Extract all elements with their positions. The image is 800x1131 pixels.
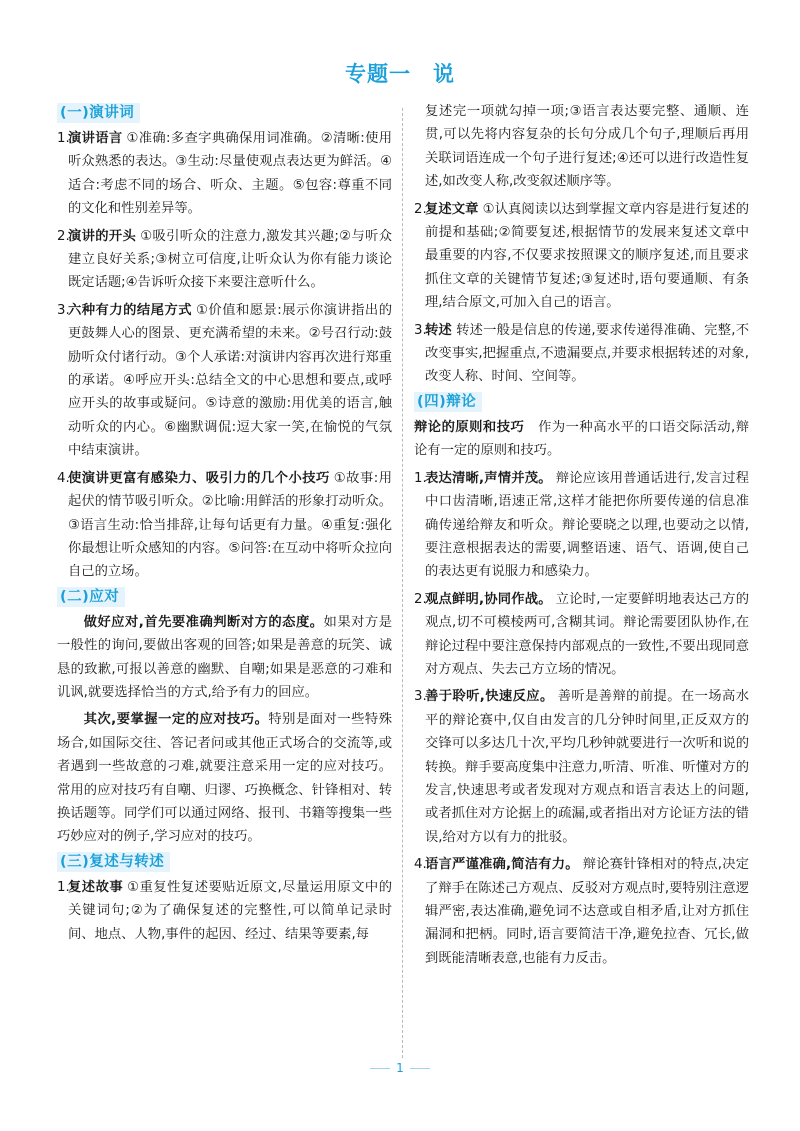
item-text: ①认真阅读以达到掌握文章内容是进行复述的前提和基础;②简要复述,根据情节的发展来复述文章中最重要的内容,不仅要求按照课文的顺序复述,而且要求抓住文章的关键情节复述;③复述时,语句要通顺、有条理,结合原文,可加入自己的语言。 bbox=[425, 201, 750, 311]
section-heading-debate: (四)辩论 bbox=[414, 392, 482, 412]
right-column bbox=[414, 100, 749, 970]
paragraph bbox=[414, 416, 749, 463]
page-number bbox=[0, 1061, 800, 1075]
list-item-continued bbox=[414, 100, 749, 194]
paragraph-text: 作为一种高水平的口语交际活动,辩论有一定的原则和技巧。 bbox=[414, 419, 750, 459]
item-term: 复述文章 bbox=[425, 201, 479, 217]
item-term: 演讲语言 bbox=[68, 131, 123, 146]
list-item bbox=[57, 299, 392, 463]
paragraph bbox=[57, 611, 392, 705]
section-heading-response: (二)应对 bbox=[57, 587, 125, 607]
item-text: 立论时,一定要鲜明地表达己方的观点,切不可模棱两可,含糊其词。辩论需要团队协作,在辩论过程中要注意保持内部观点的一致性,不要出现同意对方观点、失去己方立场的情况。 bbox=[425, 591, 749, 677]
paragraph-lead: 辩论的原则和技巧 bbox=[414, 419, 525, 435]
item-text: 复述完一项就勾掉一项;③语言表达要完整、通顺、连贯,可以先将内容复杂的长句分成几个句子,理顺后再用关联词语连成一个句子进行复述;④还可以进行改造性复述,如改变人称,改变叙述顺序等。 bbox=[425, 104, 749, 190]
left-column bbox=[57, 100, 392, 946]
list-item bbox=[57, 467, 392, 584]
item-term: 善于聆听,快速反应。 bbox=[425, 689, 554, 705]
list-item bbox=[57, 876, 392, 946]
item-term: 语言严谨准确,简洁有力。 bbox=[425, 857, 579, 873]
item-term: 演讲的开头 bbox=[68, 228, 137, 244]
item-text: ①吸引听众的注意力,激发其兴趣;②与听众建立良好关系;③树立可信度,让听众认为你有能力谈论既定话题;④告诉听众接下来要注意听什么。 bbox=[68, 228, 392, 291]
list-item bbox=[57, 225, 392, 295]
item-number: 1. bbox=[57, 879, 70, 895]
item-number: 2. bbox=[414, 201, 427, 217]
paragraph-text: 特别是面对一些特殊场合,如国际交往、答记者问或其他正式场合的交流等,或者遇到一些故意的刁难,就要注意采用一定的应对技巧。常用的应对技巧有自嘲、归谬、巧换概念、针锋相对、转换话题等。同学们可以通过网络、报刊、书籍等搜集一些巧妙应对的例子,学习应对的技巧。 bbox=[57, 712, 392, 845]
item-text: ①重复性复述要贴近原文,尽量运用原文中的关键词句;②为了确保复述的完整性,可以简单记录时间、地点、人物,事件的起因、经过、结果等要素,每 bbox=[68, 879, 392, 942]
list-item bbox=[414, 467, 749, 584]
page-number-text: 1 bbox=[396, 1061, 404, 1075]
page-number-rule-left bbox=[370, 1068, 390, 1069]
item-number: 2. bbox=[57, 228, 70, 244]
item-text: 辩论应该用普通话进行,发言过程中口齿清晰,语速正常,这样才能把你所要传递的信息准确传递给辩友和听众。辩论要晓之以理,也要动之以情,要注意根据表达的需要,调整语速、语气、语调,使自己的表达更有说服力和感染力。 bbox=[425, 470, 749, 580]
item-number: 1. bbox=[414, 470, 427, 486]
list-item bbox=[414, 685, 749, 849]
item-term: 观点鲜明,协同作战。 bbox=[425, 591, 552, 607]
item-term: 转述 bbox=[425, 322, 453, 338]
paragraph-text: 如果对方是一般性的询问,要做出客观的回答;如果是善意的玩笑、诚恳的致歉,可报以善意的幽默、自嘲;如果是恶意的刁难和讥讽,就要选择恰当的方式,给予有力的回应。 bbox=[57, 614, 392, 700]
item-term: 六种有力的结尾方式 bbox=[68, 302, 193, 318]
list-item bbox=[57, 127, 392, 221]
paragraph bbox=[57, 708, 392, 848]
item-number: 3. bbox=[414, 322, 427, 338]
item-number: 3. bbox=[414, 689, 427, 705]
list-item bbox=[414, 198, 749, 315]
item-number: 3. bbox=[57, 302, 70, 318]
section-heading-speech: (一)演讲词 bbox=[57, 103, 140, 123]
column-divider bbox=[402, 108, 403, 1058]
list-item bbox=[414, 319, 749, 389]
paragraph-lead: 做好应对,首先要准确判断对方的态度。 bbox=[83, 614, 324, 630]
item-number: 2. bbox=[414, 591, 427, 607]
item-term: 使演讲更富有感染力、吸引力的几个小技巧 bbox=[68, 470, 330, 486]
page-number-rule-right bbox=[410, 1068, 430, 1069]
paragraph-lead: 其次,要掌握一定的应对技巧。 bbox=[83, 712, 269, 728]
item-text: 转述一般是信息的传递,要求传递得准确、完整,不改变事实,把握重点,不遗漏要点,并要求根据转述的对象,改变人称、时间、空间等。 bbox=[425, 322, 750, 385]
list-item bbox=[414, 588, 749, 682]
page-title: 专题一 说 bbox=[345, 62, 455, 86]
item-text: 辩论赛针锋相对的特点,决定了辩手在陈述己方观点、反驳对方观点时,要特别注意逻辑严密,表达准确,避免词不达意或自相矛盾,让对方抓住漏洞和把柄。同时,语言要简洁干净,避免拉杳、冗长,做到既能清晰表意,也能有力反击。 bbox=[425, 857, 749, 966]
item-term: 复述故事 bbox=[68, 879, 124, 895]
item-text: 善听是善辩的前提。在一场高水平的辩论赛中,仅自由发言的几分钟时间里,正反双方的交锋可以多达几十次,平均几秒钟就要进行一次听和说的转换。辩手要高度集中注意力,听清、听准、听懂对方的发言,快速思考或者发现对方观点和语言表达上的问题,或者抓住对方论据上的疏漏,或者指出对方论证方法的错误,给对方以有力的批驳。 bbox=[425, 689, 749, 845]
item-text: ①故事:用起伏的情节吸引听众。②比喻:用鲜活的形象打动听众。③语言生动:恰当排辞,让每句话更有力量。④重复:强化你最想让听众感知的内容。⑤问答:在互动中将听众拉向自己的立场。 bbox=[68, 470, 392, 580]
item-number: 1. bbox=[57, 131, 70, 146]
section-heading-retelling: (三)复述与转述 bbox=[57, 852, 170, 872]
item-term: 表达清晰,声情并茂。 bbox=[425, 470, 552, 486]
list-item bbox=[414, 853, 749, 970]
item-text: ①价值和愿景:展示你演讲指出的更鼓舞人心的图景、更充满希望的未来。②号召行动:鼓励听众付诸行动。③个人承诺:对演讲内容再次进行郑重的承诺。④呼应开头:总结全文的中心思想和要点,或呼应开头的故事或疑问。⑤诗意的激励:用优美的语言,触动听众的内心。⑥幽默调侃:逗大家一笑,在愉悦的气氛中结束演讲。 bbox=[68, 302, 393, 459]
item-text: ①准确:多查字典确保用词准确。②清晰:使用听众熟悉的表达。③生动:尽量使观点表达更为鲜活。④适合:考虑不同的场合、听众、主题。⑤包容:尊重不同的文化和性别差异等。 bbox=[68, 131, 392, 217]
item-number: 4. bbox=[57, 470, 70, 486]
item-number: 4. bbox=[414, 857, 427, 873]
